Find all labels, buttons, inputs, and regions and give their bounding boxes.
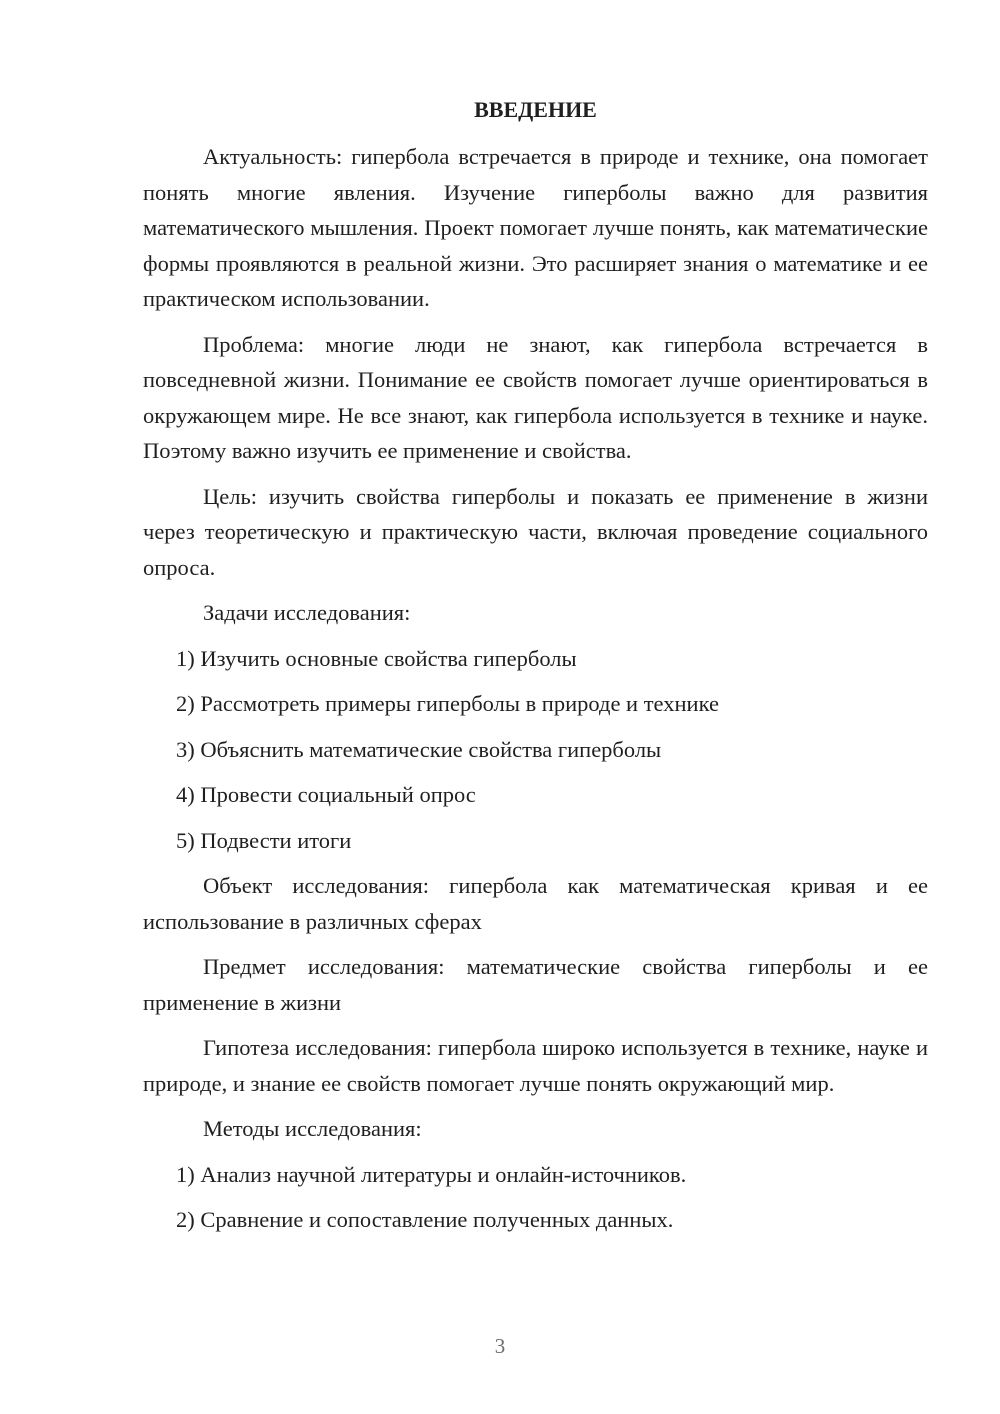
task-item: 5) Подвести итоги [176,827,352,853]
task-item: 1) Изучить основные свойства гиперболы [176,645,577,671]
method-item: 2) Сравнение и сопоставление полученных данных. [176,1207,674,1232]
methods-list [143,1157,928,1238]
section-title: ВВЕДЕНИЕ [474,97,597,122]
goal-paragraph: Цель: изучить свойства гиперболы и показать ее применение в жизни через теоретическую и практическую части, включая проведение социального опроса. [143,483,928,580]
method-item: 1) Анализ научной литературы и онлайн-источников. [176,1161,687,1187]
tasks-heading: Задачи исследования: [203,600,411,625]
object-paragraph: Объект исследования: гипербола как математическая кривая и ее использование в различных сферах [143,873,928,934]
tasks-list [143,641,928,859]
problem-paragraph: Проблема: многие люди не знают, как гипербола встречается в повседневной жизни. Понимание ее свойств помогает лучше ориентироваться в окружающем мире. Не все знают, как гипербола используется в технике и науке. Поэтому важно изучить ее применение и свойства. [143,331,928,463]
task-item: 2) Рассмотреть примеры гиперболы в природе и технике [176,691,719,716]
hypothesis-paragraph: Гипотеза исследования: гипербола широко используется в технике, науке и природе, и знание ее свойств помогает лучше понять окружающий мир. [143,1035,928,1096]
task-item: 3) Объяснить математические свойства гиперболы [176,736,662,762]
methods-heading: Методы исследования: [203,1116,422,1141]
page-number: 3 [494,1334,506,1358]
relevance-paragraph: Актуальность: гипербола встречается в природе и технике, она помогает понять многие явления. Изучение гиперболы важно для развития математического мышления. Проект помогает лучше понять, как математические формы проявляются в реальной жизни. Это расширяет знания о математике и ее практическом использовании. [143,144,928,311]
document-page [143,95,928,1248]
task-item: 4) Провести социальный опрос [176,782,476,807]
subject-paragraph: Предмет исследования: математические свойства гиперболы и ее применение в жизни [143,954,928,1015]
